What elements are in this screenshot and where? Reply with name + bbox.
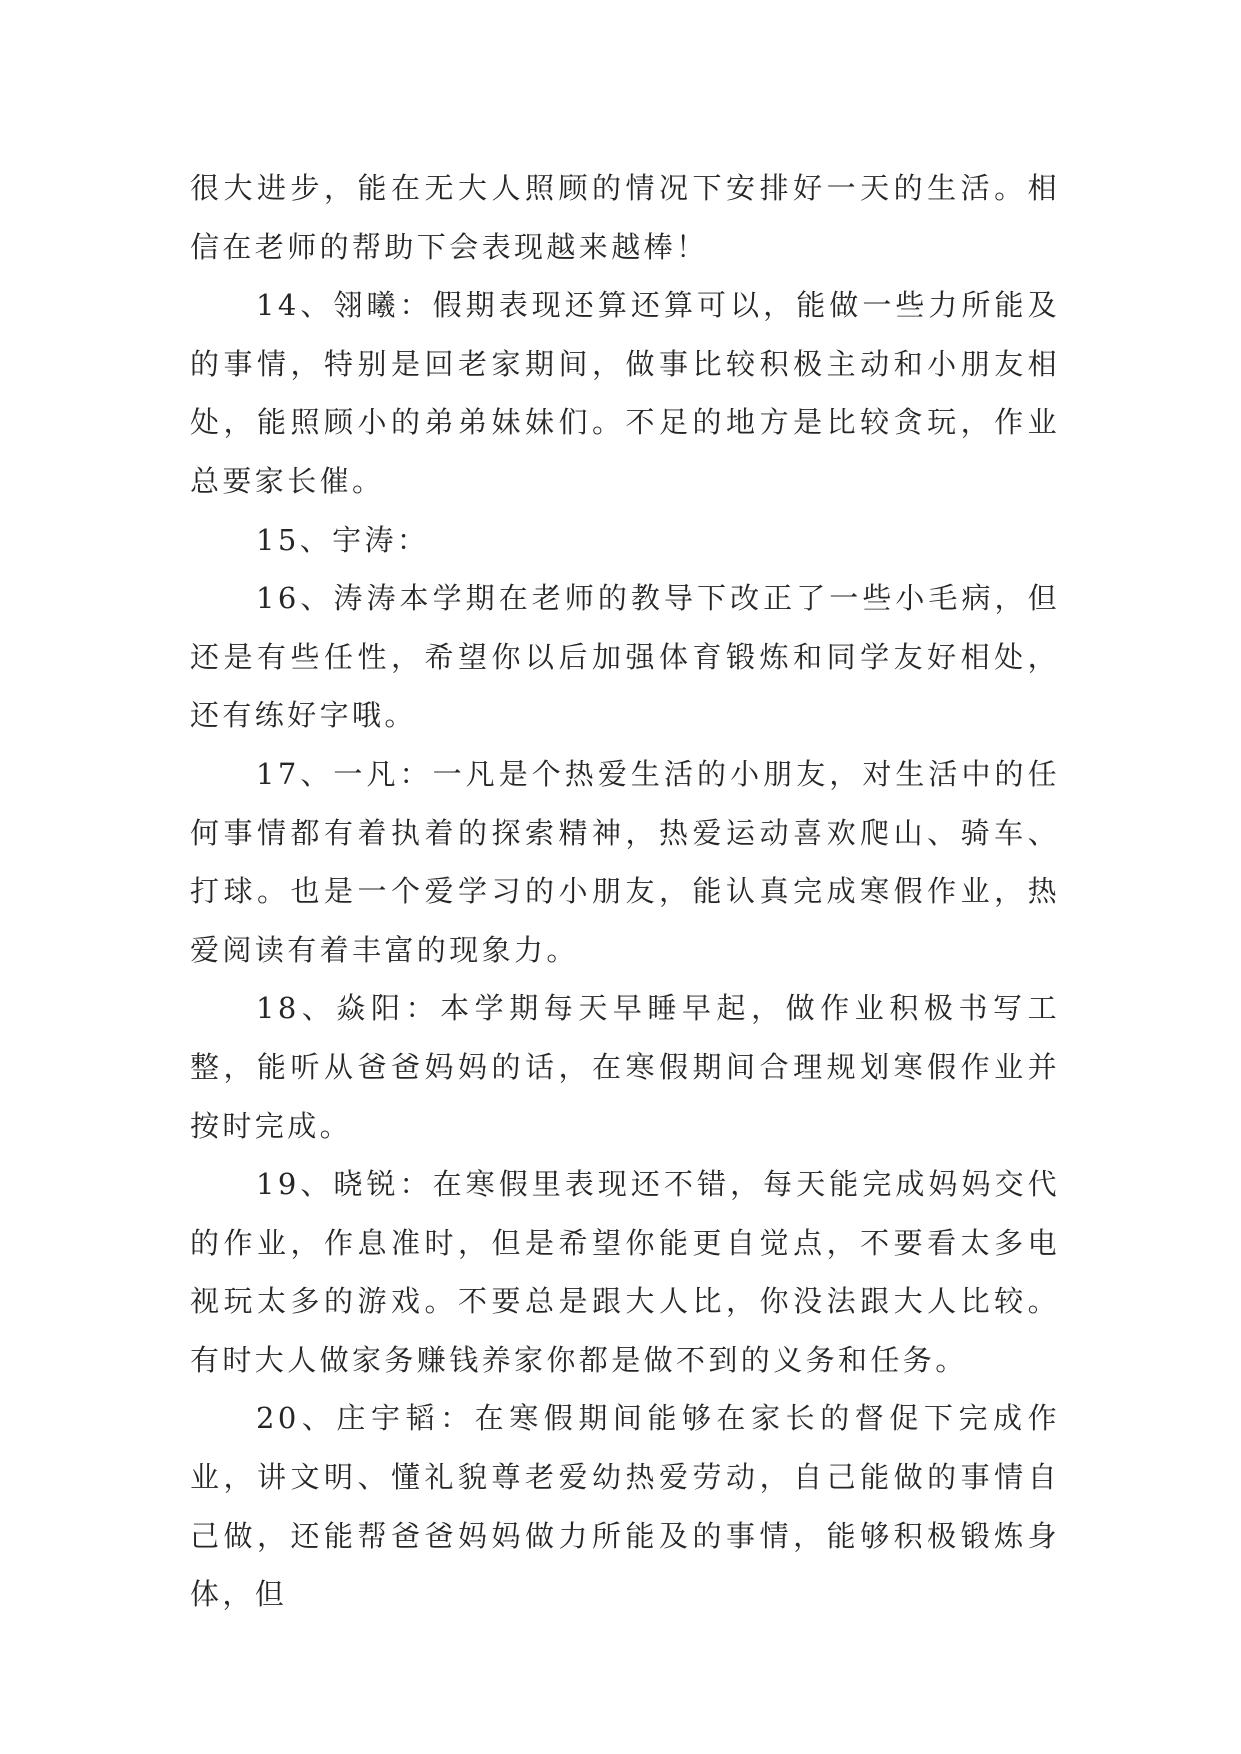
paragraph-18-yanyang: 18、焱阳：本学期每天早睡早起，做作业积极书写工整，能听从爸爸妈妈的话，在寒假期间合理规划寒假作业并按时完成。	[190, 991, 1060, 1143]
paragraph-19-xiaorui: 19、晓锐：在寒假里表现还不错，每天能完成妈妈交代的作业，作息准时，但是希望你能更自觉点，不要看太多电视玩太多的游戏。不要总是跟大人比，你没法跟大人比较。有时大人做家务赚钱养家你都是做不到的义务和任务。	[190, 1167, 1060, 1377]
paragraph-16-taotao: 16、涛涛本学期在老师的教导下改正了一些小毛病，但还是有些任性，希望你以后加强体育锻炼和同学友好相处，还有练好字哦。	[190, 581, 1060, 733]
paragraph-17-yifan: 17、一凡：一凡是个热爱生活的小朋友，对生活中的任何事情都有着执着的探索精神，热爱运动喜欢爬山、骑车、打球。也是一个爱学习的小朋友，能认真完成寒假作业，热爱阅读有着丰富的现象力。	[190, 756, 1060, 967]
paragraph-15-yutao: 15、宇涛：	[256, 522, 430, 557]
paragraph-continued: 很大进步，能在无大人照顾的情况下安排好一天的生活。相信在老师的帮助下会表现越来越棒！	[190, 171, 1060, 264]
document-body	[190, 159, 1060, 1624]
paragraph-14-lingxi: 14、翎曦：假期表现还算还算可以，能做一些力所能及的事情，特别是回老家期间，做事比较积极主动和小朋友相处，能照顾小的弟弟妹妹们。不足的地方是比较贪玩，作业总要家长催。	[190, 288, 1060, 498]
paragraph-20-zhuangyutao: 20、庄宇韬：在寒假期间能够在家长的督促下完成作业，讲文明、懂礼貌尊老爱幼热爱劳动，自己能做的事情自己做，还能帮爸爸妈妈做力所能及的事情，能够积极锻炼身体，但	[190, 1401, 1060, 1612]
